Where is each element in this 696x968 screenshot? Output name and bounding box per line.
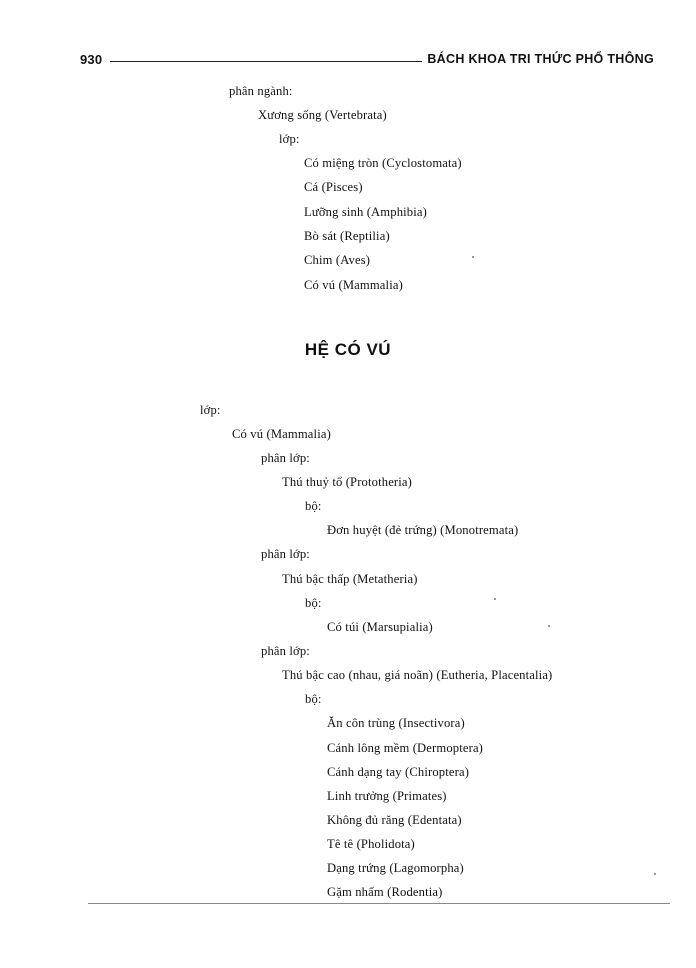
upper-line: Cá (Pisces): [304, 180, 363, 194]
scan-speck: [548, 625, 550, 627]
scan-speck: [494, 598, 496, 600]
lower-line: Tê tê (Pholidota): [327, 837, 415, 851]
lower-line: phân lớp:: [261, 644, 310, 658]
lower-line: Không đủ răng (Edentata): [327, 813, 462, 827]
lower-line: Thú bậc cao (nhau, giá noãn) (Eutheria, Placentalia): [282, 668, 553, 682]
scan-speck: [472, 256, 474, 258]
upper-line: Chim (Aves): [304, 253, 371, 267]
upper-line: Xương sống (Vertebrata): [258, 108, 387, 122]
lower-line: phân lớp:: [261, 451, 310, 465]
lower-line: lớp:: [200, 403, 221, 417]
lower-line: Ăn côn trùng (Insectivora): [327, 716, 465, 730]
running-title: BÁCH KHOA TRI THỨC PHỔ THÔNG: [427, 52, 654, 66]
lower-line: bộ:: [305, 499, 322, 513]
lower-line: Có túi (Marsupialia): [327, 620, 433, 634]
upper-line: Bò sát (Reptilia): [304, 229, 390, 243]
lower-line: Có vú (Mammalia): [232, 427, 331, 441]
upper-line: Lưỡng sinh (Amphibia): [304, 205, 427, 219]
upper-line: Có vú (Mammalia): [304, 278, 403, 292]
upper-line: phân ngành:: [229, 84, 293, 98]
lower-line: Thú thuỷ tổ (Prototheria): [282, 475, 413, 489]
lower-line: bộ:: [305, 596, 322, 610]
lower-line: Gặm nhấm (Rodentia): [327, 885, 443, 899]
lower-line: bộ:: [305, 692, 322, 706]
page-number: 930: [80, 52, 103, 67]
upper-line: Có miệng tròn (Cyclostomata): [304, 156, 462, 170]
lower-line: phân lớp:: [261, 547, 310, 561]
upper-line: lớp:: [279, 132, 300, 146]
scan-speck: [654, 873, 656, 875]
lower-line: Đơn huyệt (đẻ trứng) (Monotremata): [327, 523, 519, 537]
lower-line: Thú bậc thấp (Metatheria): [282, 572, 418, 586]
lower-line: Cánh lông mềm (Dermoptera): [327, 741, 484, 755]
running-header: [80, 52, 654, 70]
lower-line: Dạng trứng (Lagomorpha): [327, 861, 464, 875]
header-rule: [110, 61, 422, 62]
section-heading: HỆ CÓ VÚ: [304, 340, 392, 359]
lower-line: Linh trưởng (Primates): [327, 789, 447, 803]
bottom-scan-line: [88, 903, 670, 904]
lower-line: Cánh dạng tay (Chiroptera): [327, 765, 470, 779]
